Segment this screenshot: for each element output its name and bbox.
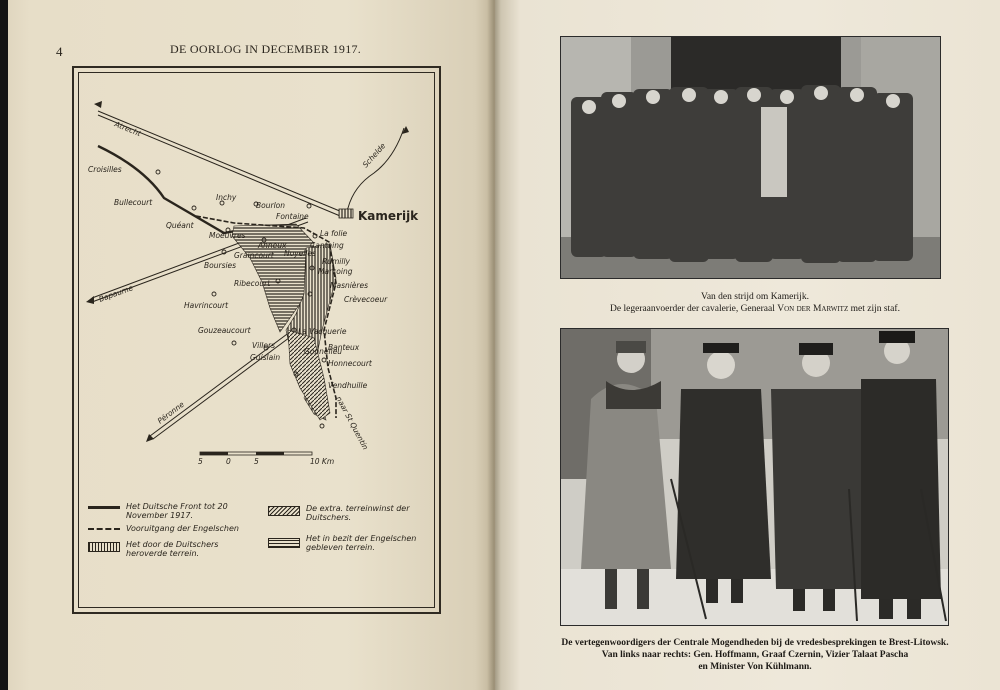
book-gutter [487,0,501,690]
label-bullecourt: Bullecourt [114,198,153,207]
legend-text-reconquered: Het door de Duitschers heroverde terrein. [126,540,219,558]
label-ribecourt: Ribecourt [234,279,271,288]
legend-symbol-extra-gain [268,506,300,516]
label-inchy: Inchy [216,193,237,202]
caption-2-line-2: Van links naar rechts: Gen. Hoffmann, Graaf Czernin, Vizier Talaat Pascha [601,650,909,660]
label-bapaume: Bapaume [97,283,135,304]
running-head: DE OORLOG IN DECEMBER 1917. [170,42,362,56]
legend-symbol-front [88,506,120,509]
arrow-peronne [146,434,154,442]
caption-1-line-2 [520,303,990,315]
photo-marwitz-staff-image [561,37,941,279]
kamerijk-marker [339,209,353,218]
caption-2-line-3: en Minister Von Kühlmann. [698,662,812,672]
map-frame [72,66,441,614]
photo-marwitz-staff [560,36,941,279]
caption-1-prefix: De legeraanvoerder der cavalerie, Generaal [610,304,775,314]
label-schelde: Schelde [360,141,388,170]
label-bourlon: Bourlon [256,201,285,210]
legend-text-front: Het Duitsche Front tot 20 November 1917. [126,502,228,520]
label-rumilly: Rumilly [322,257,350,266]
label-graincourt: Graincourt [234,251,274,260]
label-gouzeaucourt: Gouzeaucourt [198,326,251,335]
caption-1-line-1: Van den strijd om Kamerijk. [701,292,809,302]
photo-brest-litowsk-image [561,329,949,626]
page-number: 4 [56,44,63,59]
label-honnecourt: Honnecourt [328,359,372,368]
legend-text-advance: Vooruitgang der Engelschen [126,524,239,533]
label-lafolie: La folie [320,229,348,238]
label-crevecoeur: Crèvecoeur [344,295,388,304]
label-noyelles: Noyelles [284,249,316,258]
label-gonnelieu: Gonnelieu [304,347,343,356]
scale-tick-5-right: 5 [254,457,259,466]
label-kamerijk: Kamerijk [358,209,419,223]
label-anneux: Anneux [258,241,287,250]
scale-tick-5-left: 5 [198,457,203,466]
caption-1-name: Von der Marwitz [777,304,849,314]
caption-photo-2 [520,637,990,673]
label-cantaing: Cantaing [310,241,344,250]
arrow-atrecht [94,101,102,108]
caption-2-line-1: De vertegenwoordigers der Centrale Mogendheden bij de vredesbesprekingen te Brest-Litowsk. [561,638,949,648]
caption-1-suffix: met zijn staf. [850,304,900,314]
label-marcoing: Marcoing [318,267,353,276]
legend-text-extra-gain: De extra. terreinwinst der Duitschers. [306,504,410,522]
label-vendhuille: Vendhuille [328,381,368,390]
arrow-bapaume [86,296,94,304]
label-guislain: Guislain [250,353,281,362]
label-banteux: Banteux [328,343,360,352]
label-croisilles: Croisilles [88,165,122,174]
label-havrincourt: Havrincourt [184,301,229,310]
legend-text-held: Het in bezit der Engelschen gebleven terrein. [306,534,417,552]
road-peronne [150,323,305,439]
legend-symbol-advance [88,528,120,530]
map-legend-right [268,502,433,602]
label-boursies: Boursies [204,261,237,270]
label-lavacquerie: La Vacquerie [298,327,347,336]
label-queant: Quéant [166,221,194,230]
river-schelde [344,128,404,216]
page-edge [0,0,8,690]
legend-symbol-reconquered [88,542,120,552]
label-moeuvres: Moeuvres [209,231,246,240]
label-villers: Villers [252,341,275,350]
railway-line [98,146,252,233]
label-atrecht: Atrecht [113,119,143,139]
label-fontaine: Fontaine [276,212,309,221]
photo-brest-litowsk-delegates [560,328,949,626]
caption-photo-1 [520,291,990,315]
scale-tick-10km: 10 Km [310,457,335,466]
label-masnieres: Masnières [330,281,369,290]
legend-symbol-held [268,538,300,548]
scale-tick-0: 0 [226,457,231,466]
scale-bar [198,452,334,466]
label-peronne: Péronne [155,399,186,426]
label-stquentin: naar St Quentin [334,394,371,452]
map-legend-left [88,502,258,602]
